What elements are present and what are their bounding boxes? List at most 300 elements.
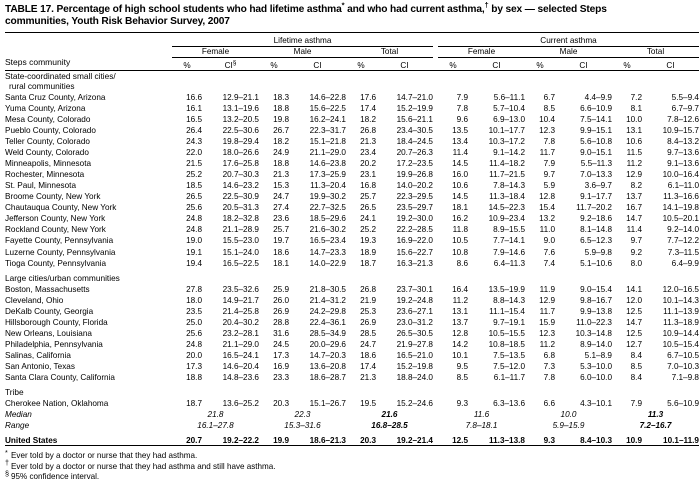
cell-ci: 16.5–22.5 [222, 258, 259, 268]
cell-ci: 14.7–21.0 [396, 92, 433, 102]
cell-ci: 11.4–18.2 [489, 159, 525, 169]
cell-ci: 19.9–26.8 [396, 170, 433, 180]
cell-ci: 15.6–22.7 [396, 247, 433, 257]
cell-ci: 11.7–21.5 [489, 170, 525, 180]
title-prefix: TABLE 17. Percentage of high school students who had lifetime asthma [5, 4, 342, 15]
cell-ci: 14.5–22.3 [488, 203, 525, 213]
cell-percent: 13.7 [626, 192, 642, 202]
cell-ci: 7.9–14.6 [493, 247, 525, 257]
cell-percent: 18.8 [273, 159, 289, 169]
col-pct-lifetime-male: % [270, 60, 278, 70]
cell-ci: 7.7–14.1 [493, 236, 525, 246]
cell-ci: 15.2–19.9 [396, 103, 433, 113]
united-states-label: United States [5, 435, 58, 445]
cell-ci: 11.3–18.9 [663, 317, 699, 327]
cell-percent: 20.0 [186, 350, 202, 360]
cell-percent: 17.3 [186, 361, 202, 371]
cell-percent: 9.5 [456, 361, 468, 371]
subgroup-lifetime-female: Female [172, 46, 259, 57]
cell-ci: 23.4–30.5 [396, 126, 433, 135]
cell-percent: 7.9 [543, 159, 555, 169]
row-label: Luzerne County, Pennsylvania [5, 247, 116, 257]
cell-ci: 9.7–13.6 [667, 148, 699, 158]
row-label: New Orleans, Louisiana [5, 328, 92, 338]
row-label: Tioga County, Pennsylvania [5, 258, 107, 268]
cell-ci: 4.4–9.9 [584, 92, 612, 102]
stub-header: Steps community [5, 57, 71, 68]
cell-percent: 22.0 [186, 148, 202, 158]
cell-percent: 8.6 [456, 258, 468, 268]
cell-ci: 13.5–19.9 [488, 284, 525, 294]
table-row [5, 305, 699, 316]
cell-percent: 16.5 [186, 114, 202, 124]
table-row [5, 294, 699, 305]
cell-percent: 5.9 [543, 181, 555, 191]
cell-percent: 11.8 [452, 225, 468, 235]
cell-percent: 17.3 [273, 350, 289, 360]
cell-ci: 19.8–29.4 [222, 137, 259, 147]
ci-footnote-mark: § [232, 59, 237, 67]
cell-percent: 13.1 [626, 126, 642, 135]
cell-percent: 25.7 [360, 192, 376, 202]
footnote-1: * Ever told by a doctor or nurse that they had asthma. [5, 447, 198, 461]
footnote-1-text: Ever told by a doctor or nurse that they had asthma. [11, 451, 198, 461]
cell-ci: 21.1–29.0 [309, 148, 346, 158]
cell-percent: 17.4 [360, 361, 376, 371]
cell-ci: 9.8–16.7 [580, 295, 612, 305]
cell-percent: 20.7 [186, 435, 202, 445]
cell-ci: 7.5–14.1 [580, 114, 612, 124]
cell-percent: 14.5 [452, 159, 468, 169]
range-row-lifetime-male: 15.3–31.6 [284, 421, 321, 431]
footnotes [5, 447, 636, 483]
cell-percent: 7.2 [630, 92, 642, 102]
median-row-current-female: 11.6 [473, 410, 490, 420]
cell-percent: 11.2 [452, 295, 468, 305]
cell-percent: 18.1 [273, 258, 289, 268]
cell-percent: 24.3 [186, 137, 202, 147]
cell-ci: 21.1–28.9 [222, 225, 259, 235]
col-ci-current-total: CI [666, 60, 675, 70]
cell-percent: 8.4 [630, 350, 642, 360]
cell-percent: 26.8 [360, 284, 376, 294]
cell-percent: 12.3 [539, 126, 555, 135]
table-row [5, 146, 699, 157]
cell-ci: 21.4–31.2 [309, 295, 346, 305]
cell-percent: 10.6 [626, 137, 642, 147]
cell-ci: 13.6–25.2 [222, 399, 259, 409]
col-pct-current-total: % [623, 60, 631, 70]
cell-ci: 16.5–21.0 [396, 350, 433, 360]
title-footnote-mark-2: † [484, 0, 489, 10]
median-row-lifetime-male: 22.3 [294, 410, 311, 420]
cell-percent: 11.2 [626, 159, 642, 169]
cell-percent: 15.9 [539, 317, 555, 327]
cell-percent: 23.1 [360, 170, 376, 180]
cell-ci: 9.1–13.6 [667, 159, 699, 169]
united-states-row [5, 430, 699, 445]
cell-ci: 18.0–26.6 [222, 148, 259, 158]
cell-ci: 11.1–15.4 [489, 306, 525, 316]
cell-percent: 7.4 [543, 258, 555, 268]
table-row [5, 245, 699, 256]
table-row [5, 91, 699, 102]
cell-percent: 7.9 [630, 399, 642, 409]
cell-percent: 26.7 [273, 126, 289, 135]
row-label: San Antonio, Texas [5, 361, 75, 371]
cell-percent: 11.5 [626, 148, 642, 158]
cell-percent: 16.0 [452, 170, 468, 180]
cell-ci: 6.1–11.7 [493, 372, 525, 382]
cell-percent: 10.9 [626, 435, 642, 445]
cell-percent: 14.5 [452, 192, 468, 202]
cell-percent: 8.5 [630, 361, 642, 371]
cell-percent: 8.5 [543, 103, 555, 113]
cell-percent: 9.0 [543, 236, 555, 246]
cell-percent: 11.2 [539, 339, 555, 349]
cell-ci: 14.7–23.3 [309, 247, 346, 257]
cell-percent: 23.3 [273, 372, 289, 382]
cell-ci: 14.6–22.8 [309, 92, 346, 102]
cell-percent: 12.7 [626, 339, 642, 349]
cell-percent: 25.6 [186, 328, 202, 338]
cell-ci: 22.4–36.1 [309, 317, 346, 327]
footnote-2-text: Ever told by a doctor or nurse that they had asthma and still have asthma. [11, 461, 276, 471]
median-row [5, 408, 699, 419]
cell-ci: 16.9–22.0 [396, 236, 433, 246]
cell-percent: 26.0 [273, 295, 289, 305]
cell-percent: 28.5 [360, 328, 376, 338]
cell-percent: 14.2 [452, 339, 468, 349]
cell-percent: 7.3 [543, 361, 555, 371]
cell-percent: 18.0 [186, 295, 202, 305]
cell-ci: 6.9–13.0 [493, 114, 525, 124]
cell-percent: 11.4 [452, 148, 468, 158]
cell-percent: 25.3 [360, 306, 376, 316]
cell-percent: 7.9 [456, 92, 468, 102]
col-ci-lifetime-total: CI [400, 60, 409, 70]
cell-ci: 9.0–15.4 [580, 284, 612, 294]
cell-percent: 19.3 [360, 236, 376, 246]
cell-ci: 8.1–14.8 [580, 225, 612, 235]
cell-ci: 8.4–13.2 [667, 137, 699, 147]
cell-ci: 18.4–24.5 [396, 137, 433, 147]
table-row [5, 201, 699, 212]
cell-ci: 4.3–10.1 [580, 399, 612, 409]
row-label: Weld County, Colorado [5, 148, 89, 158]
row-label: Chautauqua County, New York [5, 203, 117, 213]
title-footnote-mark-1: * [341, 0, 345, 10]
group-header-spacer [5, 36, 172, 47]
section-header-continued [5, 81, 699, 91]
cell-ci: 20.4–30.2 [222, 317, 259, 327]
cell-ci: 7.0–13.3 [580, 170, 612, 180]
title-suffix: by sex — selected Steps communities, Youth Risk Behavior Survey, 2007 [5, 4, 607, 28]
cell-ci: 16.2–24.1 [309, 114, 346, 124]
table-row [5, 179, 699, 190]
cell-ci: 23.7–30.1 [396, 284, 433, 294]
median-row-lifetime-female: 21.8 [207, 410, 224, 420]
cell-ci: 8.9–15.5 [493, 225, 525, 235]
cell-percent: 28.8 [273, 317, 289, 327]
cell-ci: 7.8–14.3 [493, 181, 525, 191]
subgroup-current-female: Female [438, 46, 525, 57]
cell-percent: 9.6 [456, 114, 468, 124]
cell-percent: 10.1 [452, 350, 468, 360]
cell-percent: 11.7 [539, 306, 555, 316]
cell-percent: 21.9 [360, 295, 376, 305]
cell-ci: 15.1–21.8 [309, 137, 346, 147]
table-row [5, 113, 699, 124]
cell-ci: 9.9–15.1 [580, 126, 612, 135]
row-label: Philadelphia, Pennsylvania [5, 339, 103, 349]
col-pct-lifetime-female: % [183, 60, 191, 70]
cell-ci: 6.3–13.6 [493, 399, 525, 409]
table-row [5, 135, 699, 146]
cell-ci: 12.0–16.5 [662, 284, 699, 294]
cell-percent: 16.9 [273, 361, 289, 371]
row-label: Pueblo County, Colorado [5, 126, 96, 135]
cell-ci: 14.6–20.4 [222, 361, 259, 371]
cell-ci: 23.5–32.6 [222, 284, 259, 294]
cell-ci: 11.7–20.2 [576, 203, 612, 213]
cell-percent: 12.5 [452, 435, 468, 445]
row-label: Hillsborough County, Florida [5, 317, 108, 327]
cell-percent: 19.5 [360, 399, 376, 409]
footnote-3: § 95% confidence interval. [5, 468, 100, 482]
cell-ci: 11.3–18.4 [489, 192, 525, 202]
cell-ci: 6.4–9.9 [671, 258, 699, 268]
cell-percent: 16.6 [186, 92, 202, 102]
cell-ci: 8.9–14.0 [580, 339, 612, 349]
group-header-current: Current asthma [438, 36, 699, 47]
cell-percent: 16.8 [360, 181, 376, 191]
cell-ci: 8.8–14.3 [493, 295, 525, 305]
cell-percent: 10.4 [539, 114, 555, 124]
cell-ci: 7.5–13.5 [493, 350, 525, 360]
row-label: Fayette County, Pennsylvania [5, 236, 114, 246]
cell-ci: 5.3–10.0 [580, 361, 612, 371]
cell-ci: 12.9–21.1 [222, 92, 259, 102]
cell-ci: 9.9–13.8 [580, 306, 612, 316]
cell-percent: 11.0 [539, 225, 555, 235]
cell-percent: 25.2 [360, 225, 376, 235]
cell-ci: 22.7–32.5 [309, 203, 346, 213]
cell-percent: 6.6 [543, 399, 555, 409]
cell-ci: 16.5–24.1 [222, 350, 259, 360]
cell-ci: 7.1–9.8 [671, 372, 699, 382]
cell-ci: 22.5–30.9 [222, 192, 259, 202]
cell-ci: 6.6–10.9 [580, 103, 612, 113]
cell-ci: 5.1–10.6 [580, 258, 612, 268]
cell-ci: 15.6–21.1 [396, 114, 433, 124]
table-row [5, 349, 699, 360]
table-row [5, 234, 699, 245]
cell-percent: 16.2 [452, 214, 468, 224]
cell-percent: 17.6 [360, 92, 376, 102]
cell-ci: 15.5–23.0 [222, 236, 259, 246]
cell-percent: 24.8 [186, 339, 202, 349]
section-header-label: State-coordinated small cities/ [5, 70, 116, 81]
cell-percent: 31.6 [273, 328, 289, 338]
cell-ci: 23.6–27.1 [396, 306, 433, 316]
table-row [5, 371, 699, 382]
cell-ci: 5.1–8.9 [584, 350, 612, 360]
cell-ci: 6.0–10.0 [580, 372, 612, 382]
col-ci-current-female: CI [492, 60, 501, 70]
cell-percent: 21.3 [360, 372, 376, 382]
cell-percent: 10.0 [626, 114, 642, 124]
cell-ci: 15.1–26.7 [309, 399, 346, 409]
cell-ci: 28.5–34.9 [309, 328, 346, 338]
cell-percent: 9.2 [630, 247, 642, 257]
section-header [5, 70, 699, 81]
cell-percent: 9.3 [456, 399, 468, 409]
cell-ci: 7.7–12.2 [667, 236, 699, 246]
cell-ci: 23.2–28.1 [222, 328, 259, 338]
cell-percent: 18.2 [273, 137, 289, 147]
cell-ci: 6.5–12.3 [580, 236, 612, 246]
cell-ci: 17.6–25.8 [222, 159, 259, 169]
cell-percent: 18.7 [186, 399, 202, 409]
cell-ci: 14.7–20.3 [309, 350, 346, 360]
section-header [5, 387, 699, 397]
cell-ci: 19.2–22.2 [222, 435, 259, 445]
col-pct-current-female: % [449, 60, 457, 70]
title-mid: and who had current asthma, [344, 4, 485, 15]
cell-percent: 18.6 [273, 247, 289, 257]
table-row [5, 157, 699, 168]
cell-percent: 6.7 [543, 92, 555, 102]
subgroup-header-row [5, 46, 699, 57]
cell-ci: 17.3–25.9 [309, 170, 346, 180]
cell-percent: 8.5 [456, 372, 468, 382]
cell-percent: 7.8 [543, 137, 555, 147]
cell-percent: 6.8 [543, 350, 555, 360]
cell-ci: 23.0–31.2 [396, 317, 433, 327]
range-row-label: Range [5, 421, 30, 431]
cell-percent: 7.6 [543, 247, 555, 257]
row-label: DeKalb County, Georgia [5, 306, 94, 316]
cell-ci: 5.6–10.8 [580, 137, 612, 147]
cell-percent: 20.3 [360, 435, 376, 445]
cell-percent: 19.9 [273, 435, 289, 445]
cell-percent: 18.7 [360, 258, 376, 268]
cell-ci: 5.9–9.8 [584, 247, 612, 257]
cell-percent: 25.0 [186, 317, 202, 327]
cell-ci: 19.2–21.4 [396, 435, 433, 445]
cell-percent: 12.9 [626, 170, 642, 180]
range-row-current-female: 7.8–18.1 [465, 421, 498, 431]
row-label: Cherokee Nation, Oklahoma [5, 399, 109, 409]
row-label: Teller County, Colorado [5, 137, 90, 147]
cell-ci: 10.3–17.2 [488, 137, 525, 147]
subgroup-lifetime-total: Total [346, 46, 433, 57]
cell-percent: 9.7 [630, 236, 642, 246]
col-pct-current-male: % [536, 60, 544, 70]
cell-percent: 23.5 [186, 306, 202, 316]
table-body [5, 70, 699, 448]
cell-ci: 7.3–11.5 [667, 247, 699, 257]
cell-percent: 27.4 [273, 203, 289, 213]
cell-ci: 22.3–29.5 [396, 192, 433, 202]
cell-ci: 19.2–24.8 [396, 295, 433, 305]
row-label: Rockland County, New York [5, 225, 106, 235]
cell-percent: 18.6 [360, 350, 376, 360]
col-ci-current-male: CI [579, 60, 588, 70]
cell-ci: 10.9–14.4 [662, 328, 699, 338]
cell-percent: 14.1 [626, 284, 642, 294]
cell-ci: 21.4–25.8 [222, 306, 259, 316]
cell-percent: 11.9 [539, 284, 555, 294]
section-header-label: Large cities/urban communities [5, 272, 120, 283]
cell-ci: 15.1–24.0 [222, 247, 259, 257]
group-header-lifetime: Lifetime asthma [172, 36, 433, 47]
cell-percent: 23.4 [360, 148, 376, 158]
cell-percent: 24.8 [186, 225, 202, 235]
cell-ci: 10.5–15.4 [662, 339, 699, 349]
cell-percent: 18.5 [186, 181, 202, 191]
row-label: Rochester, Minnesota [5, 170, 85, 180]
cell-percent: 13.7 [452, 317, 468, 327]
range-row-lifetime-total: 16.8–28.5 [371, 421, 408, 431]
cell-percent: 12.8 [539, 192, 555, 202]
cell-percent: 18.2 [360, 114, 376, 124]
row-label: Broome County, New York [5, 192, 101, 202]
cell-percent: 27.8 [186, 284, 202, 294]
cell-ci: 5.6–11.1 [493, 92, 525, 102]
cell-percent: 26.4 [186, 126, 202, 135]
cell-ci: 15.2–24.6 [396, 399, 433, 409]
cell-ci: 10.8–18.5 [488, 339, 525, 349]
cell-ci: 7.0–10.3 [667, 361, 699, 371]
cell-ci: 10.9–23.4 [488, 214, 525, 224]
cell-ci: 19.9–30.2 [309, 192, 346, 202]
cell-ci: 10.1–17.7 [488, 126, 525, 135]
cell-percent: 18.3 [273, 92, 289, 102]
cell-percent: 19.8 [273, 114, 289, 124]
row-label: St. Paul, Minnesota [5, 181, 76, 191]
cell-percent: 12.5 [626, 328, 642, 338]
cell-ci: 18.6–21.3 [309, 435, 346, 445]
cell-ci: 19.2–30.0 [396, 214, 433, 224]
cell-percent: 11.7 [539, 148, 555, 158]
table-row [5, 327, 699, 338]
cell-percent: 26.5 [360, 203, 376, 213]
cell-ci: 16.5–23.4 [309, 236, 346, 246]
cell-ci: 24.2–29.8 [309, 306, 346, 316]
cell-percent: 23.6 [273, 214, 289, 224]
cell-ci: 13.6–20.8 [309, 361, 346, 371]
cell-ci: 10.1–11.9 [663, 435, 699, 445]
cell-percent: 21.5 [186, 159, 202, 169]
cell-percent: 25.2 [186, 170, 202, 180]
cell-percent: 18.8 [186, 372, 202, 382]
cell-percent: 14.7 [626, 317, 642, 327]
subgroup-lifetime-male: Male [259, 46, 346, 57]
cell-percent: 13.4 [452, 137, 468, 147]
cell-ci: 18.8–24.0 [396, 372, 433, 382]
median-row-label: Median [5, 410, 32, 420]
cell-ci: 5.5–9.4 [671, 92, 699, 102]
subgroup-current-male: Male [525, 46, 612, 57]
table-row [5, 397, 699, 408]
cell-ci: 9.1–17.7 [580, 192, 612, 202]
cell-ci: 23.5–29.7 [396, 203, 433, 213]
cell-ci: 11.0–22.3 [576, 317, 612, 327]
cell-percent: 16.1 [186, 103, 202, 113]
cell-ci: 13.1–19.6 [222, 103, 259, 113]
